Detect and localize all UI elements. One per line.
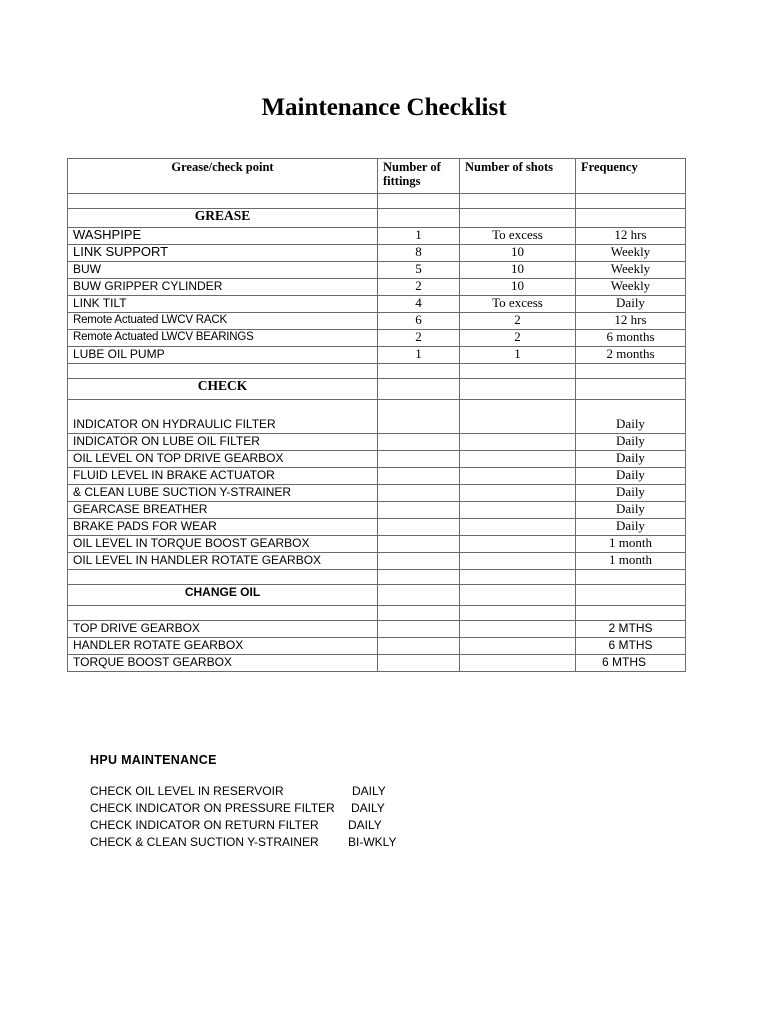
table-row <box>68 347 686 364</box>
row-frequency: Daily <box>576 400 686 434</box>
table-row <box>68 330 686 347</box>
table-row <box>68 468 686 485</box>
table-header-row <box>68 159 686 194</box>
row-frequency: 1 month <box>576 536 686 553</box>
row-fittings: 6 <box>378 313 460 330</box>
section-row-change-oil <box>68 585 686 606</box>
row-item: WASHPIPE <box>68 228 378 245</box>
hpu-row <box>90 801 385 818</box>
header-fittings: Number of fittings <box>378 159 460 194</box>
table-row <box>68 553 686 570</box>
blank-row <box>68 194 686 209</box>
row-item: OIL LEVEL IN HANDLER ROTATE GEARBOX <box>68 553 378 570</box>
table-row <box>68 536 686 553</box>
row-frequency: 2 months <box>576 347 686 364</box>
hpu-frequency: DAILY <box>352 784 386 798</box>
table-row <box>68 485 686 502</box>
row-frequency: 2 MTHS <box>576 621 686 638</box>
row-shots: To excess <box>460 296 576 313</box>
table-row <box>68 451 686 468</box>
maintenance-table <box>67 158 686 672</box>
section-row-grease <box>68 209 686 228</box>
hpu-task: CHECK INDICATOR ON RETURN FILTER <box>90 818 319 832</box>
row-frequency: Weekly <box>576 262 686 279</box>
row-fittings: 1 <box>378 347 460 364</box>
row-shots: To excess <box>460 228 576 245</box>
row-shots: 10 <box>460 262 576 279</box>
table-row <box>68 262 686 279</box>
row-item: LINK TILT <box>68 296 378 313</box>
row-frequency: Daily <box>576 296 686 313</box>
row-fittings: 2 <box>378 330 460 347</box>
row-item: FLUID LEVEL IN BRAKE ACTUATOR <box>68 468 378 485</box>
row-frequency: 12 hrs <box>576 313 686 330</box>
header-checkpoint: Grease/check point <box>68 159 378 194</box>
row-item: TOP DRIVE GEARBOX <box>68 621 378 638</box>
row-shots: 1 <box>460 347 576 364</box>
section-title-check: CHECK <box>68 379 378 400</box>
table-row <box>68 434 686 451</box>
section-title-change-oil: CHANGE OIL <box>68 585 378 606</box>
row-item: OIL LEVEL ON TOP DRIVE GEARBOX <box>68 451 378 468</box>
hpu-frequency: BI-WKLY <box>348 835 397 849</box>
table-row <box>68 296 686 313</box>
hpu-row <box>90 818 382 835</box>
row-item: INDICATOR ON LUBE OIL FILTER <box>68 434 378 451</box>
row-frequency: Daily <box>576 519 686 536</box>
row-frequency: Daily <box>576 451 686 468</box>
blank-row <box>68 364 686 379</box>
row-shots: 2 <box>460 313 576 330</box>
row-frequency: 12 hrs <box>576 228 686 245</box>
hpu-maintenance-section <box>90 753 397 852</box>
row-shots: 2 <box>460 330 576 347</box>
page-title: Maintenance Checklist <box>261 94 507 121</box>
row-fittings: 8 <box>378 245 460 262</box>
header-shots: Number of shots <box>460 159 576 194</box>
row-shots: 10 <box>460 245 576 262</box>
row-item: HANDLER ROTATE GEARBOX <box>68 638 378 655</box>
row-item: LINK SUPPORT <box>68 245 378 262</box>
table-row <box>68 245 686 262</box>
row-fittings: 1 <box>378 228 460 245</box>
hpu-task: CHECK OIL LEVEL IN RESERVOIR <box>90 784 284 798</box>
hpu-frequency: DAILY <box>351 801 385 815</box>
table-row <box>68 519 686 536</box>
row-item: INDICATOR ON HYDRAULIC FILTER <box>68 400 378 434</box>
table-row <box>68 228 686 245</box>
hpu-row <box>90 784 386 801</box>
blank-row <box>68 570 686 585</box>
row-item: Remote Actuated LWCV RACK <box>68 313 378 330</box>
row-item: OIL LEVEL IN TORQUE BOOST GEARBOX <box>68 536 378 553</box>
row-item: BUW GRIPPER CYLINDER <box>68 279 378 296</box>
row-frequency: Weekly <box>576 279 686 296</box>
table-row <box>68 313 686 330</box>
row-item: BUW <box>68 262 378 279</box>
table-row <box>68 655 686 672</box>
row-frequency: 1 month <box>576 553 686 570</box>
hpu-frequency: DAILY <box>348 818 382 832</box>
table-row <box>68 621 686 638</box>
hpu-task: CHECK & CLEAN SUCTION Y-STRAINER <box>90 835 319 849</box>
row-item: LUBE OIL PUMP <box>68 347 378 364</box>
hpu-task: CHECK INDICATOR ON PRESSURE FILTER <box>90 801 335 815</box>
row-item: & CLEAN LUBE SUCTION Y-STRAINER <box>68 485 378 502</box>
table-row <box>68 638 686 655</box>
row-item: TORQUE BOOST GEARBOX <box>68 655 378 672</box>
row-frequency: Weekly <box>576 245 686 262</box>
table-row <box>68 279 686 296</box>
row-frequency: Daily <box>576 468 686 485</box>
header-frequency: Frequency <box>576 159 686 194</box>
row-frequency: Daily <box>576 434 686 451</box>
row-fittings: 2 <box>378 279 460 296</box>
row-fittings: 4 <box>378 296 460 313</box>
row-fittings: 5 <box>378 262 460 279</box>
row-frequency: 6 months <box>576 330 686 347</box>
row-item: GEARCASE BREATHER <box>68 502 378 519</box>
row-frequency: Daily <box>576 502 686 519</box>
blank-row <box>68 606 686 621</box>
row-frequency: 6 MTHS <box>576 655 686 672</box>
table-row <box>68 400 686 434</box>
row-item: BRAKE PADS FOR WEAR <box>68 519 378 536</box>
hpu-row <box>90 835 397 852</box>
section-row-check <box>68 379 686 400</box>
hpu-title: HPU MAINTENANCE <box>90 753 217 767</box>
row-shots: 10 <box>460 279 576 296</box>
row-frequency: 6 MTHS <box>576 638 686 655</box>
row-frequency: Daily <box>576 485 686 502</box>
section-title-grease: GREASE <box>68 209 378 228</box>
table-row <box>68 502 686 519</box>
row-item: Remote Actuated LWCV BEARINGS <box>68 330 378 347</box>
